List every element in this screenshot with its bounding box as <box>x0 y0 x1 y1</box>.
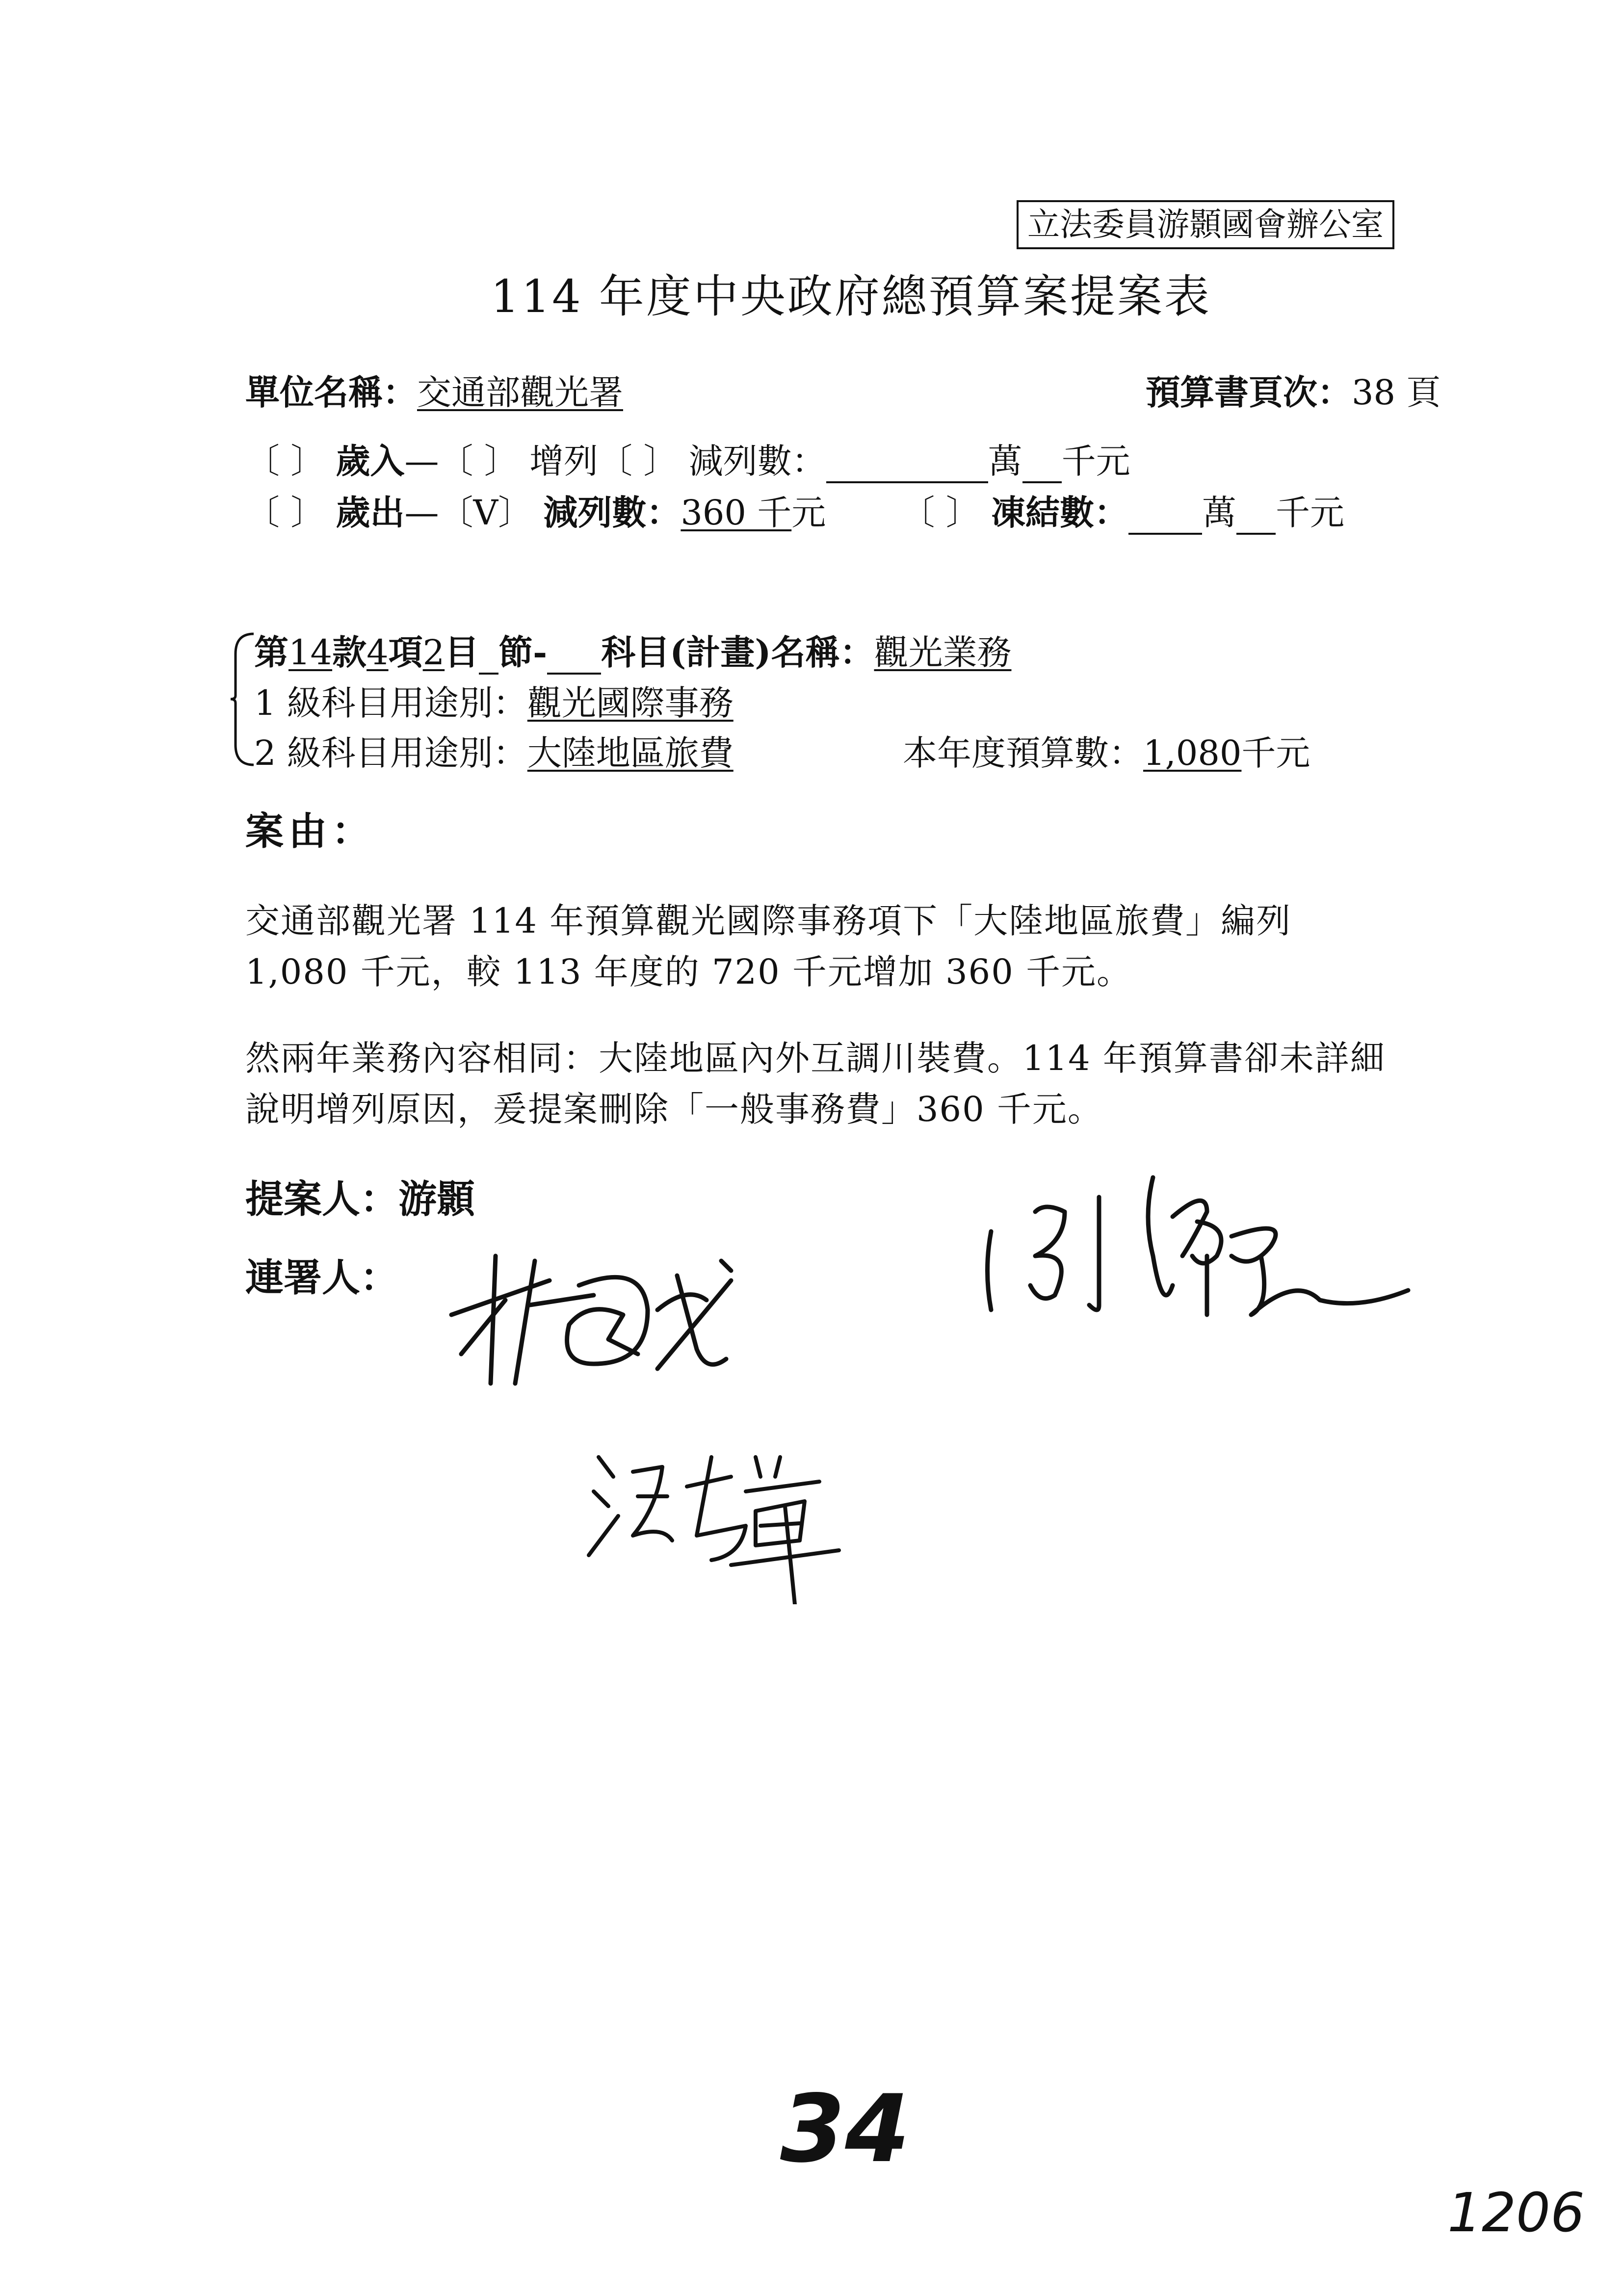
subject-label: 科目(計畫)名稱： <box>601 632 874 673</box>
annual-budget-label: 本年度預算數： <box>903 733 1143 773</box>
annual-budget-unit: 千元 <box>1241 733 1310 773</box>
freeze-wan: 萬 <box>1202 493 1237 533</box>
account-mu-number: 2 <box>422 632 445 673</box>
signature-3 <box>584 1437 859 1604</box>
income-dash: — <box>404 441 439 481</box>
account-row <box>254 630 1011 675</box>
expense-checkbox: 〔 〕 <box>245 493 325 533</box>
proposer-row <box>245 1175 475 1224</box>
level1-row <box>254 681 733 725</box>
reason-paragraph-1: 交通部觀光署 114 年預算觀光國際事務項下「大陸地區旅費」編列 1,080 千元，較 113 年度的 720 千元增加 360 千元。 <box>245 901 1292 992</box>
income-row <box>245 439 1130 483</box>
account-mu: 目 <box>445 632 479 673</box>
budget-page-label: 預算書頁次： <box>1146 372 1352 413</box>
account-jie-blank <box>479 638 498 675</box>
income-wan: 萬 <box>988 441 1022 481</box>
freeze-qian: 千元 <box>1276 493 1345 533</box>
reason-heading: 案由： <box>245 809 375 854</box>
reason-paragraph-2: 然兩年業務內容相同：大陸地區內外互調川裝費。114 年預算書卻未詳細說明增列原因，爰提案刪除「一般事務費」360 千元。 <box>245 1038 1386 1129</box>
unit-label: 單位名稱： <box>245 372 417 413</box>
expense-reduce-label: 減列數： <box>543 492 681 533</box>
office-label-box <box>1017 200 1394 249</box>
annual-budget-value: 1,080 <box>1143 733 1242 773</box>
level1-value: 觀光國際事務 <box>527 683 733 723</box>
income-add-checkbox: 〔 〕 <box>439 441 519 481</box>
expense-v-checkbox: 〔V〕 <box>439 493 533 533</box>
cosigner-label: 連署人： <box>245 1255 399 1300</box>
expense-reduce-value: 360 千 <box>681 493 792 533</box>
freeze-label: 凍結數： <box>991 492 1129 533</box>
income-wan-blank <box>826 447 988 483</box>
signature-2 <box>976 1158 1418 1339</box>
expense-dash: — <box>404 493 439 533</box>
subject-value: 觀光業務 <box>874 632 1012 673</box>
income-qian-blank <box>1022 447 1062 483</box>
expense-row <box>245 491 1344 535</box>
freeze-checkbox: 〔 〕 <box>900 493 980 533</box>
expense-label: 歲出 <box>336 492 405 533</box>
budget-page-row <box>1146 370 1441 415</box>
expense-reduce-unit: 元 <box>791 493 826 533</box>
signature-1 <box>432 1241 751 1388</box>
page-number: 34 <box>780 2075 910 2183</box>
office-label: 立法委員游顥國會辦公室 <box>1027 206 1384 243</box>
income-reduce-checkbox: 〔 〕 <box>598 441 678 481</box>
document-number: 1206 <box>1447 2181 1585 2244</box>
account-jie: 節 <box>498 632 533 673</box>
income-checkbox: 〔 〕 <box>245 441 325 481</box>
account-xiang: 項 <box>388 632 423 673</box>
account-brace <box>227 632 256 767</box>
freeze-wan-blank <box>1128 498 1202 535</box>
unit-row <box>245 370 623 415</box>
account-kuan: 款 <box>332 632 367 673</box>
budget-page-value: 38 頁 <box>1352 372 1441 413</box>
document-title: 114 年度中央政府總預算案提案表 <box>491 270 1211 323</box>
proposer-label: 提案人： <box>245 1177 399 1222</box>
cosigner-row <box>245 1253 398 1303</box>
account-kuan-number: 14 <box>288 632 333 673</box>
account-subject-blank <box>547 638 601 675</box>
level2-label: 2 級科目用途別： <box>254 733 527 773</box>
annual-budget-row <box>903 731 1310 775</box>
level2-row <box>254 731 733 775</box>
account-dash: - <box>533 632 548 673</box>
unit-value: 交通部觀光署 <box>417 372 623 413</box>
level1-label: 1 級科目用途別： <box>254 683 527 723</box>
account-di: 第 <box>254 632 288 673</box>
income-add-label: 增列 <box>529 441 599 481</box>
income-qian: 千元 <box>1061 441 1130 481</box>
income-reduce-label: 減列數： <box>688 441 826 481</box>
freeze-qian-blank <box>1236 498 1276 535</box>
proposer-name: 游顥 <box>398 1177 475 1222</box>
income-label: 歲入 <box>336 441 405 481</box>
level2-value: 大陸地區旅費 <box>527 733 733 773</box>
account-xiang-number: 4 <box>367 632 389 673</box>
